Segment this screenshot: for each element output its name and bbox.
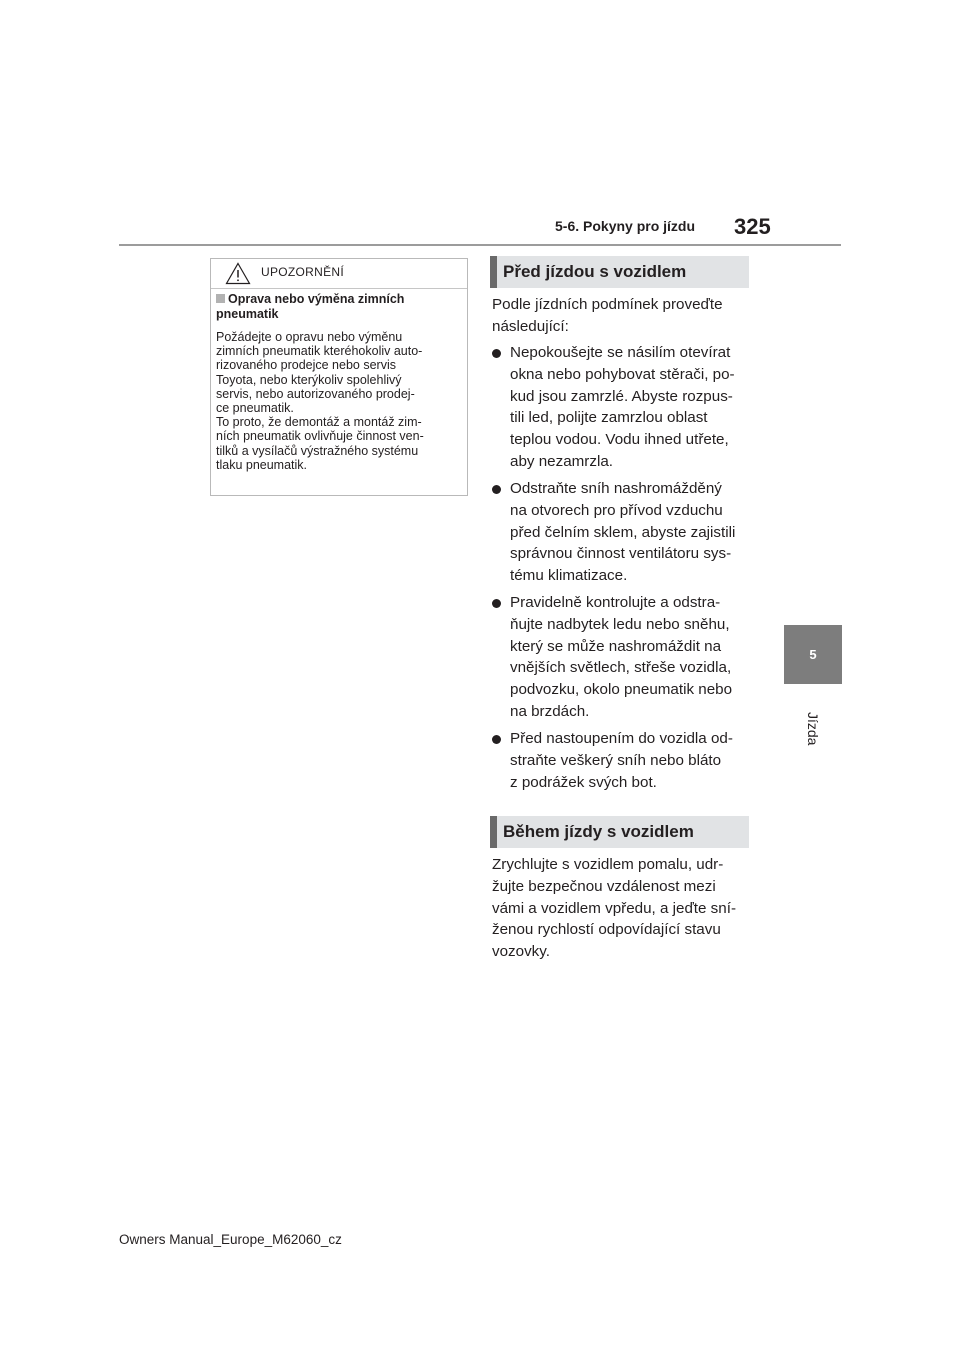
bullet-line: Pravidelně kontrolujte a odstra- [510, 594, 721, 611]
square-bullet-icon [216, 294, 225, 303]
bullet-line: který se může nashromáždit na [510, 637, 722, 655]
bullet-line: straňte veškerý sníh nebo bláto [510, 751, 722, 769]
bullet-line: Před nastoupením do vozidla od- [510, 730, 733, 747]
bullet-dot-icon [492, 349, 501, 358]
bullet-line: teplou vodou. Vodu ihned utřete, [510, 431, 729, 449]
section-heading-before-driving: Před jízdou s vozidlem [490, 256, 749, 288]
bullet-line: tému klimatizace. [510, 567, 628, 585]
footer-manual-id: Owners Manual_Europe_M62060_cz [119, 1232, 342, 1247]
bullet-line: podvozku, okolo pneumatik nebo [510, 681, 733, 699]
warning-box [210, 258, 468, 496]
warning-line: To proto, že demontáž a montáž zim- [216, 415, 422, 430]
bullet-line: kud jsou zamrzlé. Abyste rozpus- [510, 387, 733, 405]
bullet-line: před čelním sklem, abyste zajistili [510, 523, 736, 541]
bullet-line: okna nebo pohybovat stěrači, po- [510, 365, 735, 383]
intro-line: Podle jízdních podmínek proveďte [492, 296, 723, 313]
section1-intro [492, 294, 723, 338]
warning-line: Požádejte o opravu nebo výměnu [216, 330, 403, 344]
chapter-number: 5 [809, 647, 817, 662]
bullet-line: ňujte nadbytek ledu nebo sněhu, [510, 615, 730, 633]
warning-line: zimních pneumatik kteréhokoliv auto- [216, 344, 423, 359]
warning-line: rizovaného prodejce nebo servis [216, 358, 396, 373]
section-title: 5-6. Pokyny pro jízdu [555, 218, 696, 234]
warning-line: tilků a vysílačů výstražného systému [216, 443, 419, 458]
section-heading-during-driving: Během jízdy s vozidlem [490, 816, 749, 848]
body-line: vozovky. [492, 943, 550, 961]
page-number: 325 [734, 214, 771, 239]
bullet-line: na otvorech pro přívod vzduchu [510, 501, 723, 519]
warning-line: tlaku pneumatik. [216, 457, 308, 472]
warning-body [216, 330, 464, 472]
warning-header [211, 259, 467, 289]
warning-title: UPOZORNĚNÍ [261, 265, 345, 279]
header-divider [119, 244, 841, 246]
bullet-dot-icon [492, 599, 501, 608]
chapter-tab [784, 625, 842, 684]
bullet-line: tili led, polijte zamrzlou oblast [510, 409, 708, 427]
bullet-dot-icon [492, 735, 501, 744]
bullet-line: na brzdách. [510, 702, 590, 720]
warning-triangle-icon [225, 262, 251, 285]
bullet-line: aby nezamrzla. [510, 452, 613, 470]
bullet-line: Odstraňte sníh nashromážděný [510, 480, 722, 497]
warning-line: ce pneumatik. [216, 401, 294, 416]
body-line: Zrychlujte s vozidlem pomalu, udr- [492, 856, 724, 873]
bullet-line: správnou činnost ventilátoru sys- [510, 545, 732, 563]
body-line: ženou rychlostí odpovídající stavu [492, 921, 721, 939]
warning-line: ních pneumatik ovlivňuje činnost ven- [216, 429, 424, 444]
body-line: vámi a vozidlem vpředu, a jeďte sní- [492, 899, 737, 917]
intro-line: následující: [492, 317, 569, 335]
bullet-line: vnějších světlech, střeše vozidla, [510, 659, 732, 677]
body-line: žujte bezpečnou vzdálenost mezi [492, 877, 716, 895]
bullet-line: Nepokoušejte se násilím otevírat [510, 344, 731, 361]
chapter-label: Jízda [805, 712, 821, 746]
warning-subheading: Oprava nebo výměna zimních pneumatik [216, 292, 405, 321]
section2-body [492, 854, 736, 963]
bullet-dot-icon [492, 485, 501, 494]
warning-line: Toyota, nebo kterýkoliv spolehlivý [216, 372, 402, 387]
bullet-line: z podrážek svých bot. [510, 773, 657, 791]
warning-line: servis, nebo autorizovaného prodej- [216, 386, 415, 401]
